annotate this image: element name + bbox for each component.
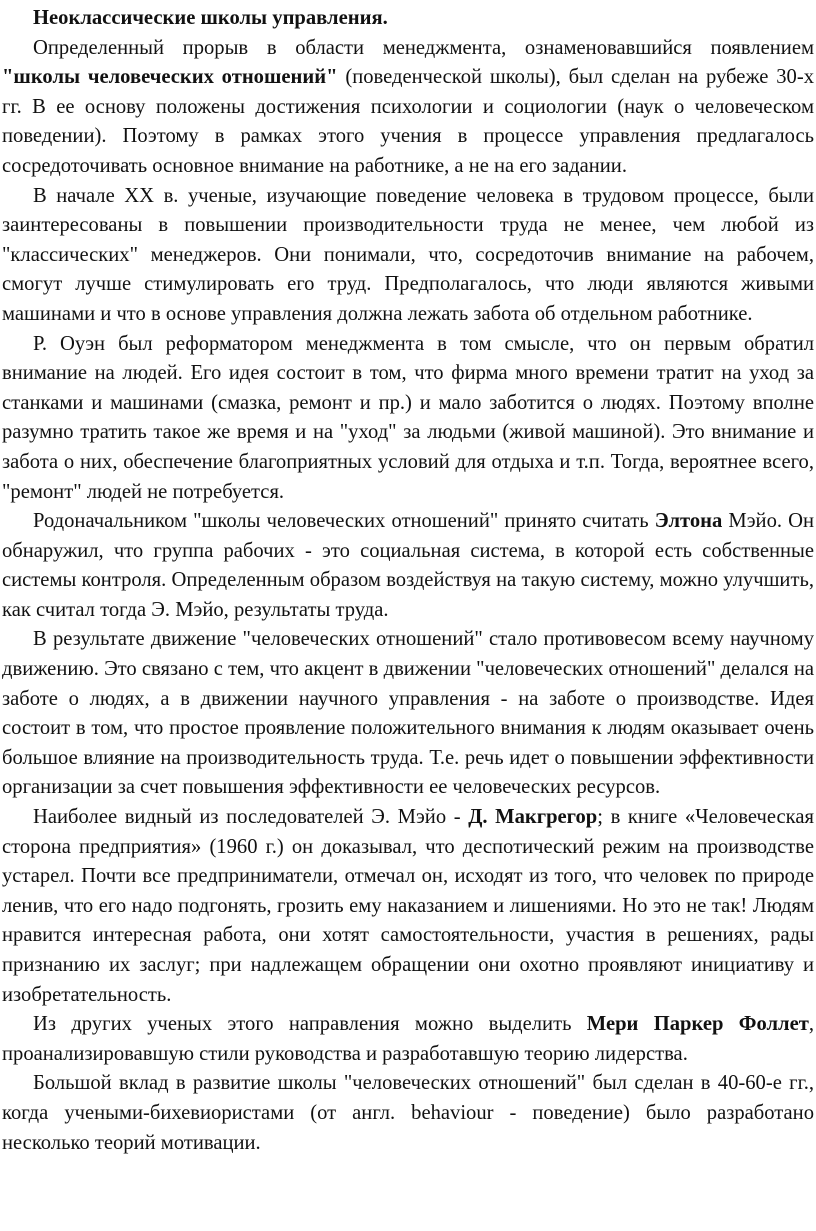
paragraph-7-text-a: Из других ученых этого направления можно выделить bbox=[33, 1013, 587, 1036]
paragraph-7-text-c: , проанализировавшую стили руководства и разработавшую теорию лидерства. bbox=[2, 1013, 815, 1065]
paragraph-1-bold-term: "школы человеческих отношений" bbox=[2, 66, 338, 89]
paragraph-4-bold-name: Элтона bbox=[654, 510, 723, 533]
paragraph-6-bold-name: Д. Макгрегор bbox=[468, 806, 598, 829]
paragraph-1-text-c: (поведенческой школы), был сделан на рубеже 30-х гг. В ее основу положены достижения психологии и социологии (наук о человеческом поведении). Поэтому в рамках этого учения в процессе управления предлагалось сосредоточивать основное внимание на работнике, а не на его задании. bbox=[2, 66, 814, 177]
paragraph-1-text-a: Определенный прорыв в области менеджмента, ознаменовавшийся появлением bbox=[33, 36, 814, 59]
paragraph-6 bbox=[2, 803, 814, 1010]
paragraph-4-text-c: Мэйо. Он обнаружил, что группа рабочих - это социальная система, в которой есть собственные системы контроля. Определенным образом воздействуя на такую систему, можно улучшить, как считал тогда Э. Мэйо, результаты труда. bbox=[2, 510, 815, 621]
paragraph-7-bold-name: Мери Паркер Фоллет bbox=[586, 1013, 809, 1036]
paragraph-7 bbox=[2, 1010, 814, 1069]
paragraph-3: Р. Оуэн был реформатором менеджмента в том смысле, что он первым обратил внимание на людей. Его идея состоит в том, что фирма много времени тратит на уход за станками и машинами (смазка, ремонт и пр.) и мало заботится о людях. Поэтому вполне разумно тратить такое же время и на "уход" за людьми (живой машиной). Это внимание и забота о них, обеспечение благоприятных условий для отдыха и т.п. Тогда, вероятнее всего, "ремонт" людей не потребуется. bbox=[2, 332, 814, 503]
paragraph-1 bbox=[2, 34, 814, 182]
paragraph-4-text-a: Родоначальником "школы человеческих отношений" принято считать bbox=[33, 510, 655, 533]
paragraph-4 bbox=[2, 507, 814, 625]
paragraph-6-text-c: ; в книге «Человеческая сторона предприятия» (1960 г.) он доказывал, что деспотический режим на производстве устарел. Почти все предприниматели, отмечал он, исходят из того, что человек по природе ленив, что его надо подгонять, грозить ему наказанием и лишениями. Но это не так! Людям нравится интересная работа, они хотят самостоятельности, участия в решениях, рады признанию их заслуг; при надлежащем обращении они охотно проявляют инициативу и изобретательность. bbox=[2, 806, 814, 1006]
section-heading: Неоклассические школы управления. bbox=[33, 7, 388, 29]
paragraph-8: Большой вклад в развитие школы "человеческих отношений" был сделан в 40-60-е гг., когда учеными-бихевиористами (от англ. behaviour - поведение) было разработано несколько теорий мотивации. bbox=[2, 1072, 814, 1154]
paragraph-2: В начале XX в. ученые, изучающие поведение человека в трудовом процессе, были заинтересованы в повышении производительности труда не менее, чем любой из "классических" менеджеров. Они понимали, что, сосредоточив внимание на рабочем, смогут лучше стимулировать его труд. Предполагалось, что люди являются живыми машинами и что в основе управления должна лежать забота об отдельном работнике. bbox=[2, 184, 814, 325]
paragraph-6-text-a: Наиболее видный из последователей Э. Мэйо - bbox=[33, 806, 469, 829]
paragraph-5: В результате движение "человеческих отношений" стало противовесом всему научному движению. Это связано с тем, что акцент в движении "человеческих отношений" делался на заботе о людях, а в движении научного управления - на заботе о производстве. Идея состоит в том, что простое проявление положительного внимания к людям оказывает очень большое влияние на производительность труда. Т.е. речь идет о повышении эффективности организации за счет повышения эффективности ее человеческих ресурсов. bbox=[2, 628, 814, 799]
